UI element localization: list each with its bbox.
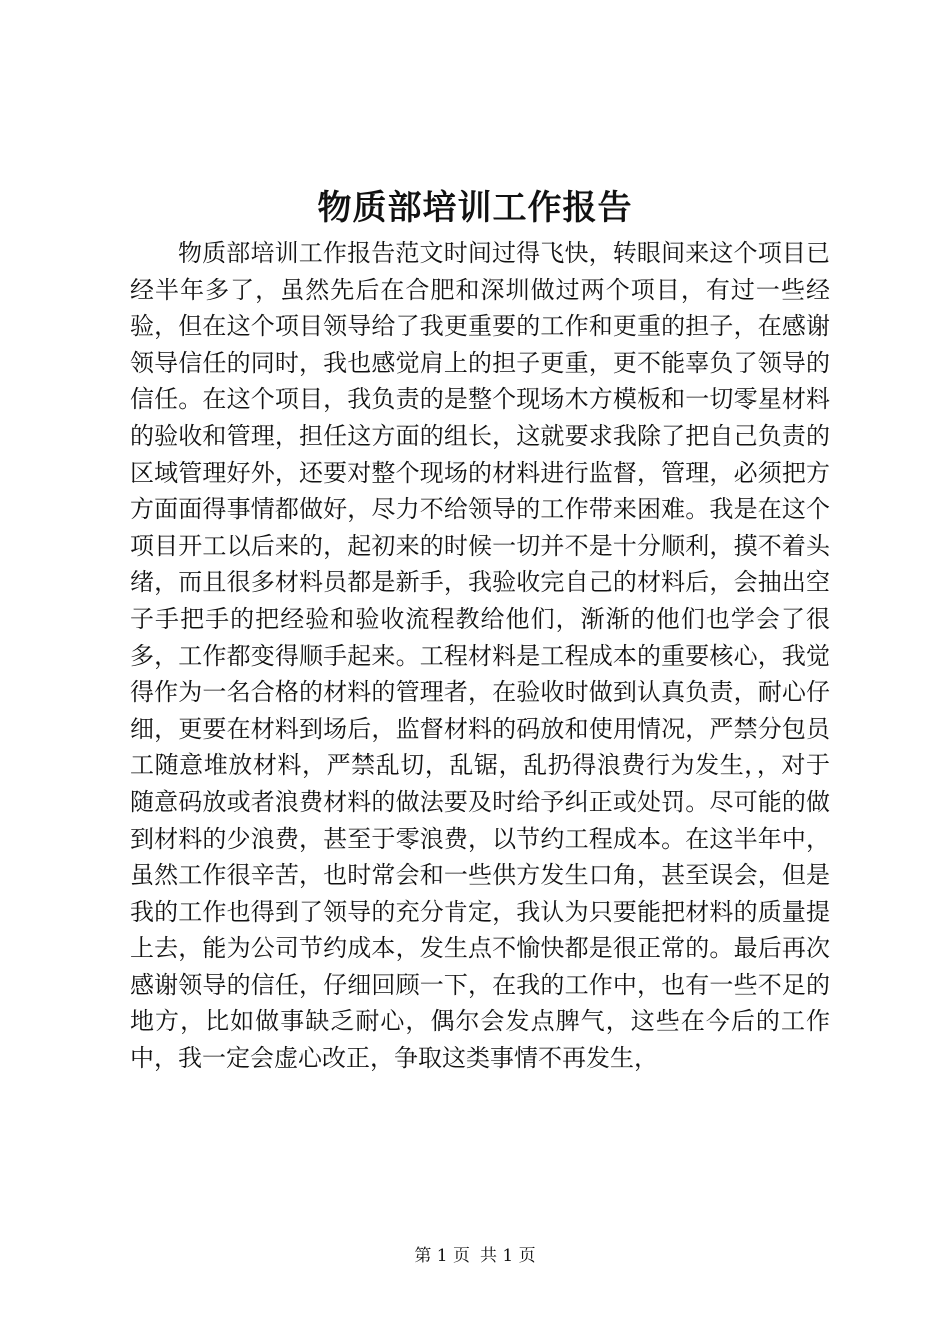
- page-footer: [0, 1244, 950, 1268]
- document-title: 物质部培训工作报告: [317, 188, 633, 228]
- page-number-current: 第 1 页: [414, 1246, 470, 1266]
- page-number-total: 共 1 页: [480, 1246, 536, 1266]
- document-body: 物质部培训工作报告范文时间过得飞快，转眼间来这个项目已经半年多了，虽然先后在合肥和深圳做过两个项目，有过一些经验，但在这个项目领导给了我更重要的工作和更重的担子，在感谢领导信任的同时，我也感觉肩上的担子更重，更不能辜负了领导的信任。在这个项目，我负责的是整个现场木方模板和一切零星材料的验收和管理，担任这方面的组长，这就要求我除了把自己负责的区域管理好外，还要对整个现场的材料进行监督，管理，必须把方方面面得事情都做好，尽力不给领导的工作带来困难。我是在这个项目开工以后来的，起初来的时候一切并不是十分顺利，摸不着头绪，而且很多材料员都是新手，我验收完自己的材料后，会抽出空子手把手的把经验和验收流程教给他们，渐渐的他们也学会了很多，工作都变得顺手起来。工程材料是工程成本的重要核心，我觉得作为一名合格的材料的管理者，在验收时做到认真负责，耐心仔细，更要在材料到场后，监督材料的码放和使用情况，严禁分包员工随意堆放材料，严禁乱切，乱锯，乱扔得浪费行为发生，，对于随意码放或者浪费材料的做法要及时给予纠正或处罚。尽可能的做到材料的少浪费，甚至于零浪费，以节约工程成本。在这半年中，虽然工作很辛苦，也时常会和一些供方发生口角，甚至误会，但是我的工作也得到了领导的充分肯定，我认为只要能把材料的质量提上去，能为公司节约成本，发生点不愉快都是很正常的。最后再次感谢领导的信任，仔细回顾一下，在我的工作中，也有一些不足的地方，比如做事缺乏耐心，偶尔会发点脾气，这些在今后的工作中，我一定会虚心改正，争取这类事情不再发生，: [130, 239, 830, 1073]
